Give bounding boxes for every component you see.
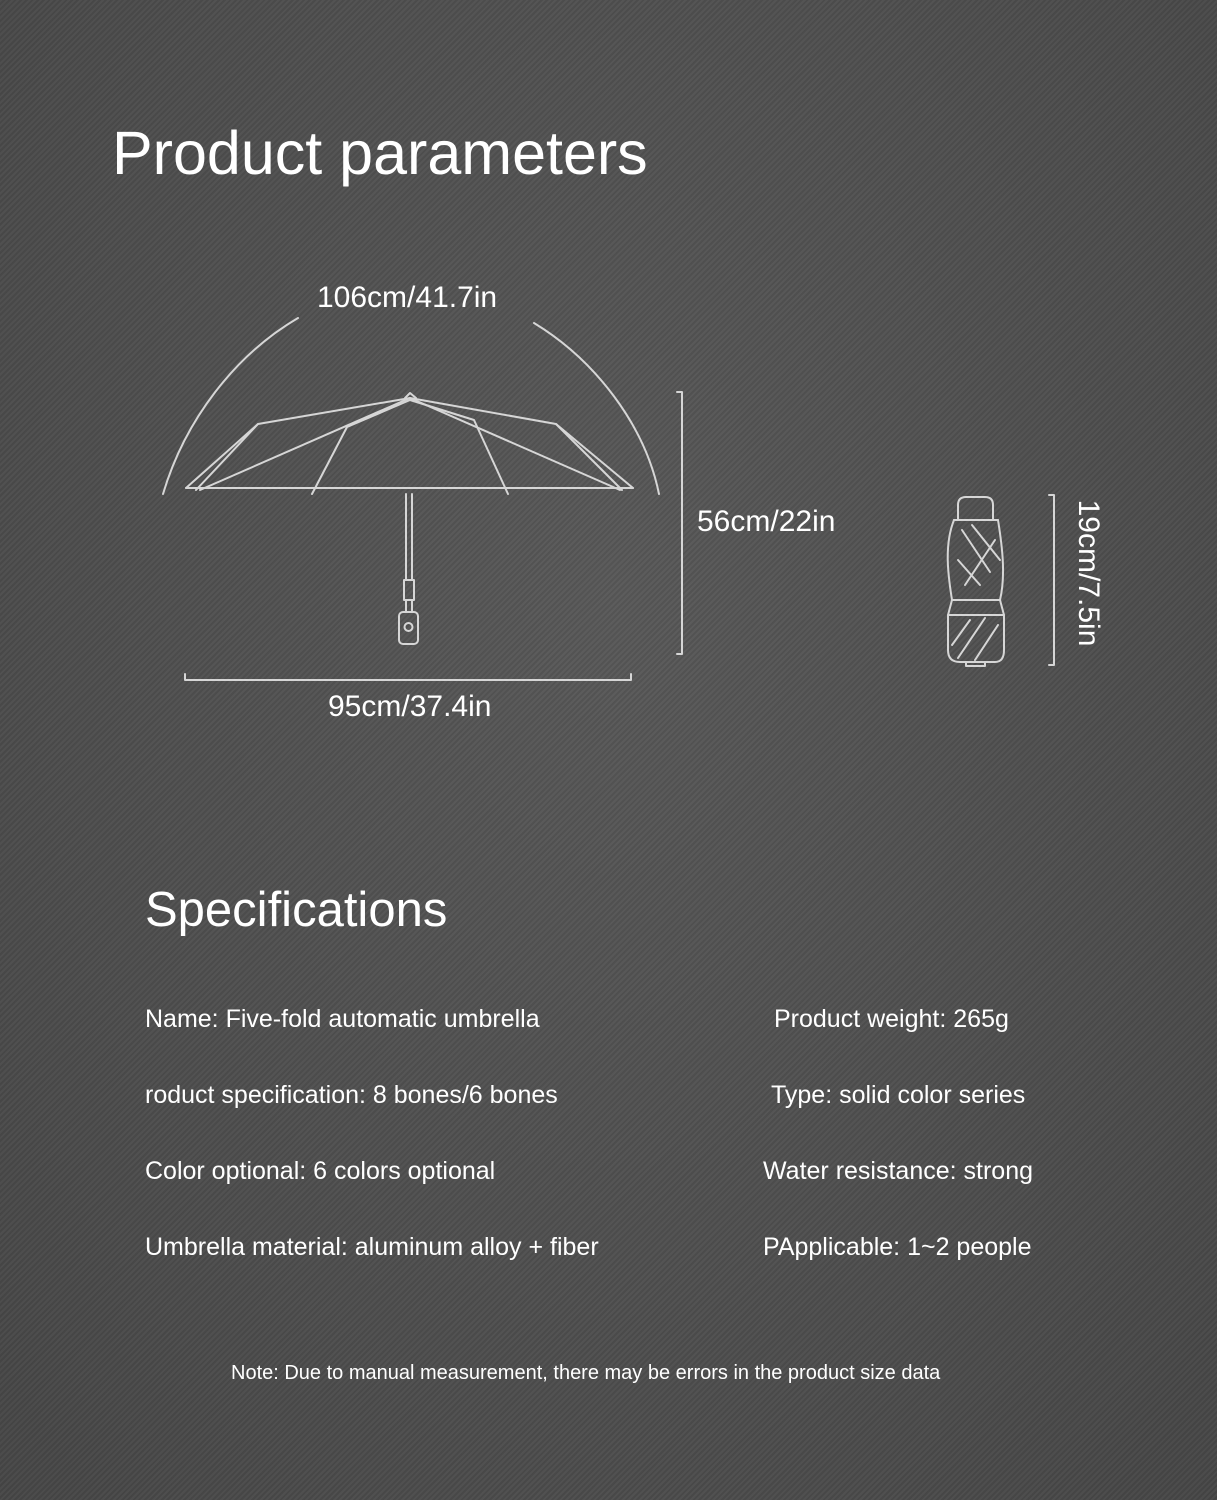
canopy-width-label: 95cm/37.4in	[328, 690, 492, 723]
open-umbrella-icon	[186, 393, 633, 644]
spec-color-options: Color optional: 6 colors optional	[145, 1157, 496, 1185]
spec-applicable-people: PApplicable: 1~2 people	[763, 1233, 1032, 1261]
measurement-note: Note: Due to manual measurement, there may be errors in the product size data	[231, 1362, 941, 1384]
width-dimension-line	[185, 674, 631, 680]
spec-name: Name: Five-fold automatic umbrella	[145, 1005, 540, 1033]
specifications-heading: Specifications	[145, 883, 448, 937]
spec-type: Type: solid color series	[771, 1081, 1026, 1109]
spec-product-specification: roduct specification: 8 bones/6 bones	[145, 1081, 558, 1109]
spec-material: Umbrella material: aluminum alloy + fiber	[145, 1233, 599, 1261]
spec-weight: Product weight: 265g	[774, 1005, 1009, 1033]
folded-umbrella-icon	[948, 497, 1004, 666]
folded-length-label: 19cm/7.5in	[1072, 499, 1105, 647]
height-dimension-line	[677, 392, 682, 654]
open-height-label: 56cm/22in	[697, 505, 836, 538]
arc-dimension-right	[534, 323, 659, 494]
canopy-arc-label: 106cm/41.7in	[317, 281, 498, 314]
page-title: Product parameters	[112, 119, 648, 187]
folded-length-dimension-line	[1049, 495, 1054, 665]
spec-water-resistance: Water resistance: strong	[763, 1157, 1034, 1185]
arc-dimension-left	[163, 318, 298, 494]
